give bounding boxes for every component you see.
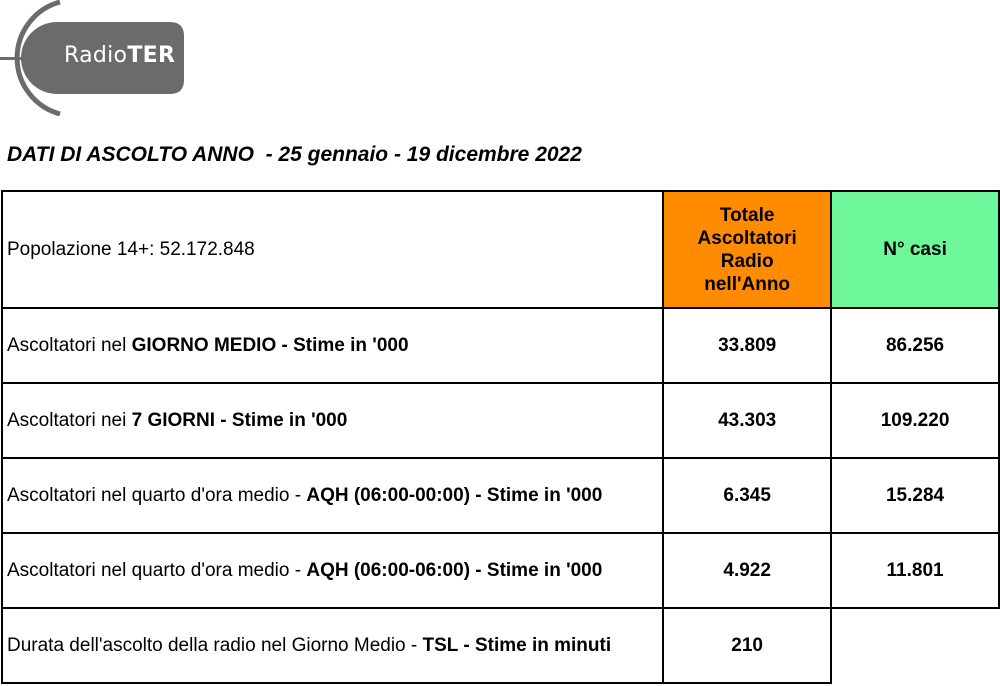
- row-total-value: 43.303: [663, 383, 831, 458]
- row-cases-value: 86.256: [831, 308, 999, 383]
- logo-text-bold: TER: [127, 43, 176, 68]
- row-label-bold: TSL - Stime in minuti: [422, 635, 612, 656]
- row-label: [2, 608, 663, 683]
- table-row: [2, 533, 999, 608]
- row-label-text: Ascoltatori nel quarto d'ora medio -: [7, 485, 307, 506]
- header-total-line: nell'Anno: [704, 273, 791, 295]
- table-row: [2, 308, 999, 383]
- row-label-bold: AQH (06:00-06:00) - Stime in '000: [306, 560, 603, 581]
- row-label: [2, 308, 663, 383]
- row-label-text: Ascoltatori nei: [7, 410, 132, 431]
- row-total-value: 4.922: [663, 533, 831, 608]
- table-row: [2, 383, 999, 458]
- row-label: [2, 458, 663, 533]
- row-label-bold: AQH (06:00-00:00) - Stime in '000: [306, 485, 603, 506]
- table-row: [2, 458, 999, 533]
- logo-wordmark: [64, 43, 175, 68]
- row-label-text: Durata dell'ascolto della radio nel Giorno Medio -: [7, 635, 423, 656]
- row-total-value: 6.345: [663, 458, 831, 533]
- row-label-bold: GIORNO MEDIO - Stime in '000: [131, 335, 409, 356]
- header-total-line: Ascoltatori: [697, 227, 797, 249]
- row-label-bold: 7 GIORNI - Stime in '000: [131, 410, 348, 431]
- listening-data-table: [1, 190, 1000, 684]
- table-row: [2, 608, 999, 683]
- row-cases-value: [831, 608, 999, 683]
- row-cases-value: 15.284: [831, 458, 999, 533]
- header-num-cases: N° casi: [831, 191, 999, 308]
- row-label: [2, 383, 663, 458]
- header-total-line: Totale: [719, 204, 775, 226]
- row-total-value: 33.809: [663, 308, 831, 383]
- table-header-row: [2, 191, 999, 308]
- population-label: Popolazione 14+: 52.172.848: [2, 191, 663, 308]
- row-label-text: Ascoltatori nel: [7, 335, 132, 356]
- logo-text-regular: Radio: [64, 43, 128, 68]
- row-label: [2, 533, 663, 608]
- header-total-line: Radio: [720, 250, 774, 272]
- row-label-text: Ascoltatori nel quarto d'ora medio -: [7, 560, 307, 581]
- row-cases-value: 109.220: [831, 383, 999, 458]
- header-total-listeners: [663, 191, 831, 308]
- row-cases-value: 11.801: [831, 533, 999, 608]
- radioter-logo: [0, 0, 188, 116]
- row-total-value: 210: [663, 608, 831, 683]
- page-title: DATI DI ASCOLTO ANNO - 25 gennaio - 19 dicembre 2022: [7, 143, 582, 166]
